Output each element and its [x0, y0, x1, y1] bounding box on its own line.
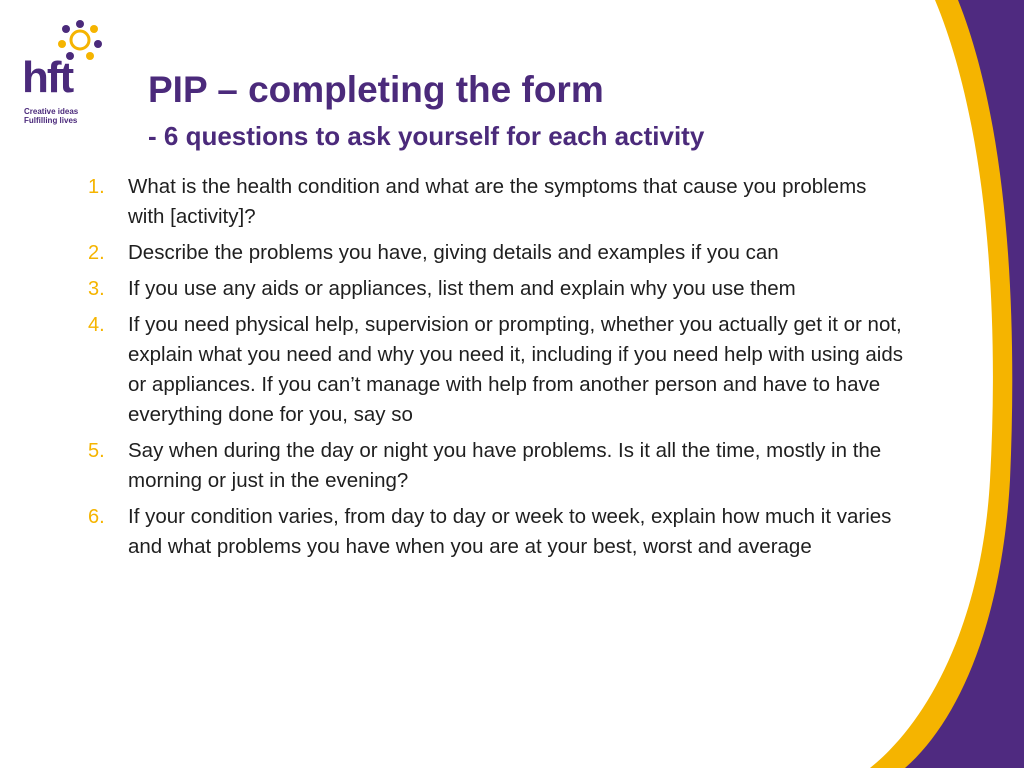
logo-tagline-line2: Fulfilling lives [24, 116, 78, 125]
list-item-number: 5. [88, 440, 105, 462]
slide-subtitle: - 6 questions to ask yourself for each activity [148, 121, 705, 151]
list-item-number: 3. [88, 278, 105, 300]
slide-title: PIP – completing the form [148, 69, 604, 110]
list-item [88, 436, 908, 496]
list-item [88, 274, 908, 304]
list-item-number: 2. [88, 242, 105, 264]
list-item [88, 502, 908, 562]
list-item-number: 6. [88, 506, 105, 528]
list-item-text: What is the health condition and what are the symptoms that cause you problems with [activity]? [128, 175, 867, 228]
list-item [88, 238, 908, 268]
list-item-number: 4. [88, 314, 105, 336]
logo-tagline-line1: Creative ideas [24, 107, 79, 116]
list-item-text: Describe the problems you have, giving details and examples if you can [128, 241, 779, 264]
list-item-text: If your condition varies, from day to day or week to week, explain how much it varies and what problems you have when you are at your best, worst and average [128, 505, 892, 558]
questions-list [88, 172, 908, 568]
list-item-text: Say when during the day or night you have problems. Is it all the time, mostly in the morning or just in the evening? [128, 439, 882, 492]
logo-wordmark: hft [22, 53, 73, 102]
list-item-text: If you use any aids or appliances, list them and explain why you use them [128, 277, 796, 300]
list-item [88, 310, 908, 430]
list-item-text: If you need physical help, supervision or prompting, whether you actually get it or not, explain what you need and why you need it, including if you need help with using aids or appliances. If you can’t manage with help from another person and have to have everything done for you, say so [128, 313, 903, 426]
list-item-number: 1. [88, 176, 105, 198]
logo-tagline [24, 107, 78, 125]
list-item [88, 172, 908, 232]
